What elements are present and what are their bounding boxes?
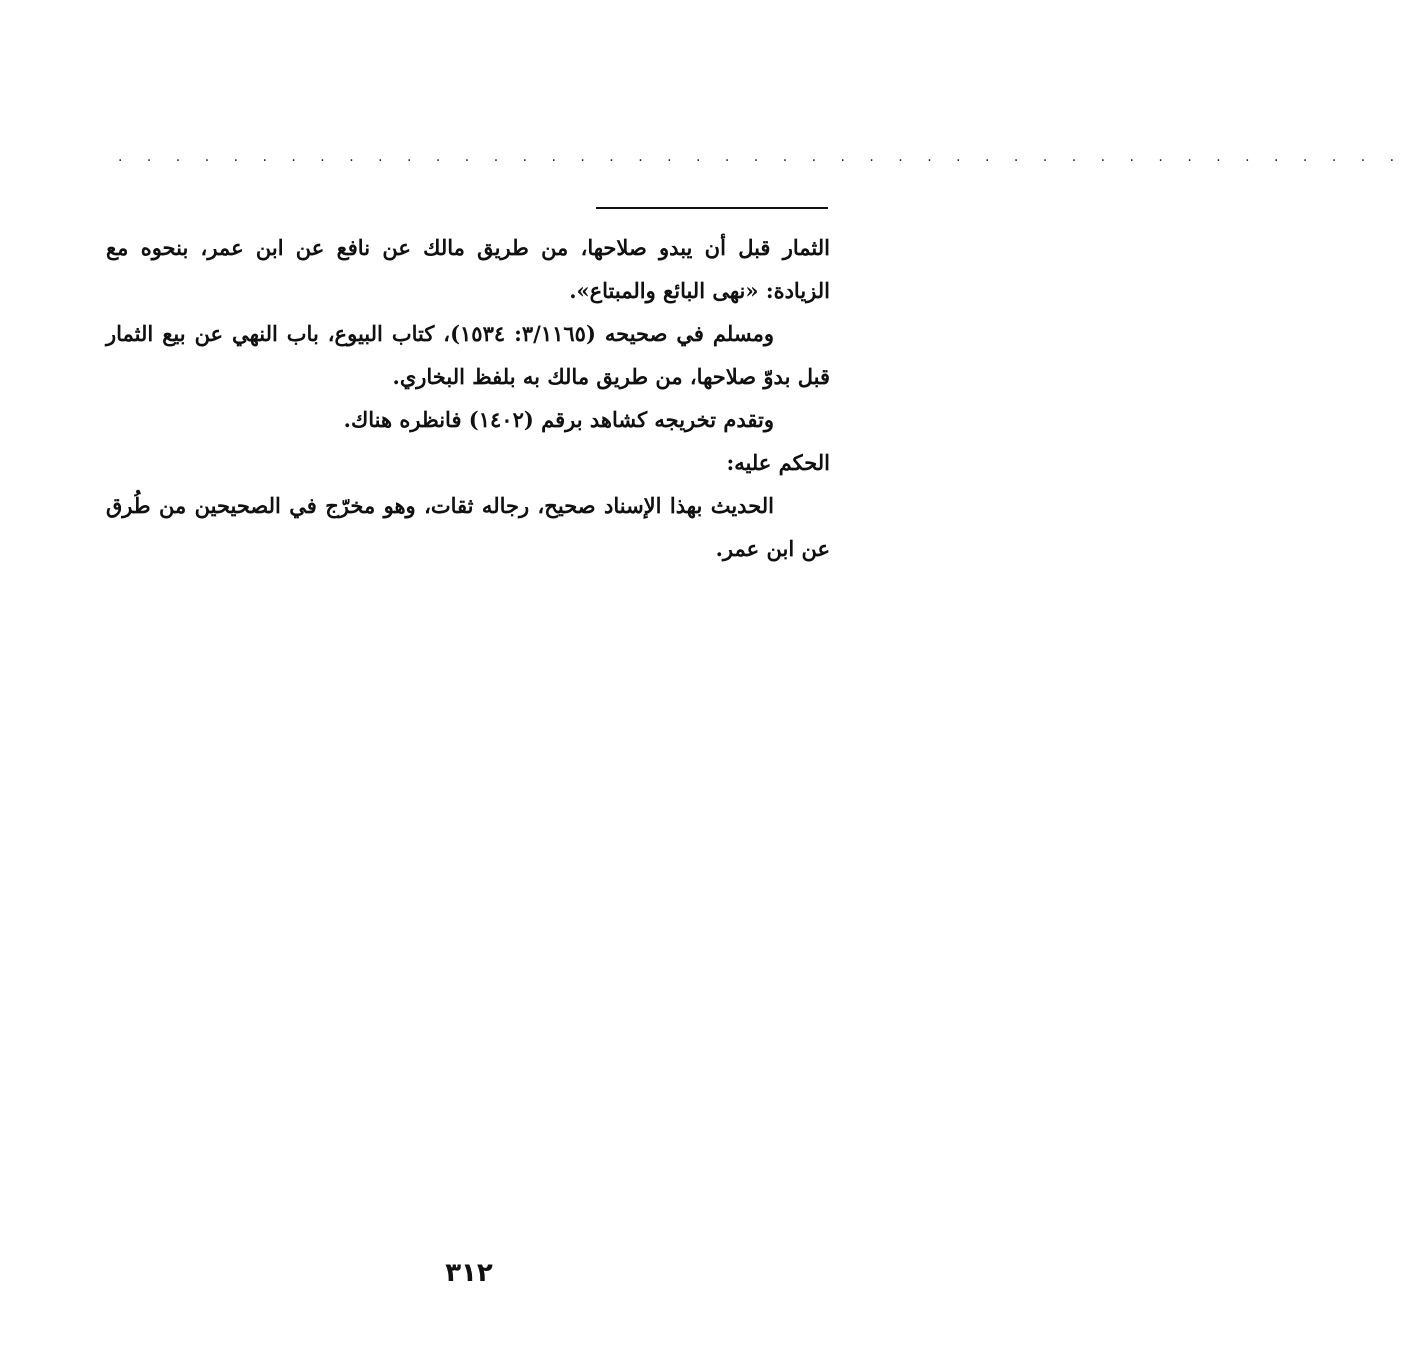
footnote-separator <box>596 207 828 209</box>
paragraph-ruling: الحديث بهذا الإسناد صحيح، رجاله ثقات، وهو مخرّج في الصحيحين من طُرق عن ابن عمر. <box>106 493 830 561</box>
page-number: ٣١٢ <box>445 1258 493 1288</box>
paragraph-continuation: الثمار قبل أن يبدو صلاحها، من طريق مالك عن نافع عن ابن عمر، بنحوه مع الزيادة: «نهى البائع والمبتاع». <box>106 235 830 303</box>
paragraph-muslim: ومسلم في صحيحه (٣/١١٦٥: ١٥٣٤)، كتاب البيوع، باب النهي عن بيع الثمار قبل بدوّ صلاحها، من طريق مالك به بلفظ البخاري. <box>106 321 830 389</box>
section-heading: الحكم عليه: <box>726 450 830 475</box>
dotted-rule: . . . . . . . . . . . . . . . . . . . . . . . . . . . . . . . . . . . . . . . . . . . . . <box>118 149 1404 165</box>
text-block <box>106 226 830 570</box>
paragraph-previous-reference: وتقدم تخريجه كشاهد برقم (١٤٠٢) فانظره هناك. <box>343 407 774 432</box>
